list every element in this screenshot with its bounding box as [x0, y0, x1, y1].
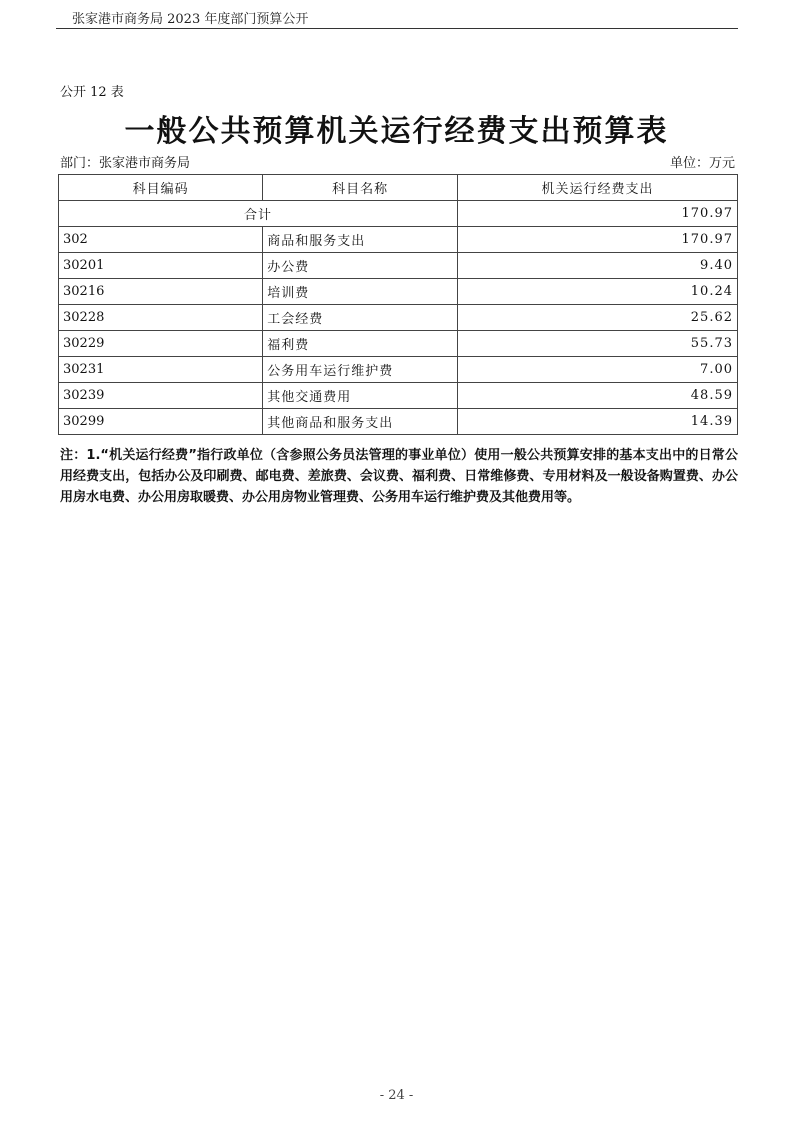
- row-name: 福利费: [263, 331, 458, 357]
- table-row: [59, 357, 738, 383]
- row-code: 30229: [59, 331, 263, 357]
- row-code: 30201: [59, 253, 263, 279]
- unit-label: 单位：万元: [669, 156, 735, 171]
- table-row: [59, 331, 738, 357]
- row-amount: 9.40: [458, 253, 738, 279]
- department-label: 部门：张家港市商务局: [60, 156, 191, 171]
- total-label: 合计: [59, 201, 458, 227]
- budget-table: [58, 174, 738, 435]
- row-name: 商品和服务支出: [263, 227, 458, 253]
- total-amount: 170.97: [458, 201, 738, 227]
- row-name: 公务用车运行维护费: [263, 357, 458, 383]
- table-header-row: [59, 175, 738, 201]
- row-amount: 14.39: [458, 409, 738, 435]
- row-code: 30239: [59, 383, 263, 409]
- column-header-name: 科目名称: [263, 175, 458, 201]
- table-row: [59, 409, 738, 435]
- row-code: 30231: [59, 357, 263, 383]
- page-title: 一般公共预算机关运行经费支出预算表: [124, 114, 669, 149]
- row-amount: 170.97: [458, 227, 738, 253]
- table-row: [59, 383, 738, 409]
- total-row: [59, 201, 738, 227]
- row-code: 30299: [59, 409, 263, 435]
- running-header: 张家港市商务局 2023 年度部门预算公开: [72, 12, 309, 27]
- header-rule: [56, 28, 738, 29]
- table-code: 公开 12 表: [60, 85, 124, 100]
- row-name: 其他商品和服务支出: [263, 409, 458, 435]
- row-name: 办公费: [263, 253, 458, 279]
- row-amount: 55.73: [458, 331, 738, 357]
- row-code: 30228: [59, 305, 263, 331]
- table-row: [59, 227, 738, 253]
- row-amount: 10.24: [458, 279, 738, 305]
- row-code: 30216: [59, 279, 263, 305]
- row-amount: 7.00: [458, 357, 738, 383]
- table-row: [59, 279, 738, 305]
- page-number: - 24 -: [379, 1088, 414, 1103]
- row-name: 培训费: [263, 279, 458, 305]
- column-header-amount: 机关运行经费支出: [458, 175, 738, 201]
- table-footnote: 注：1.“机关运行经费”指行政单位（含参照公务员法管理的事业单位）使用一般公共预算安排的基本支出中的日常公用经费支出，包括办公及印刷费、邮电费、差旅费、会议费、福利费、日常维修费、专用材料及一般设备购置费、办公用房水电费、办公用房取暖费、办公用房物业管理费、公务用车运行维护费及其他费用等。: [60, 448, 738, 505]
- row-name: 工会经费: [263, 305, 458, 331]
- row-name: 其他交通费用: [263, 383, 458, 409]
- row-amount: 25.62: [458, 305, 738, 331]
- table-row: [59, 253, 738, 279]
- column-header-code: 科目编码: [59, 175, 263, 201]
- table-row: [59, 305, 738, 331]
- row-amount: 48.59: [458, 383, 738, 409]
- row-code: 302: [59, 227, 263, 253]
